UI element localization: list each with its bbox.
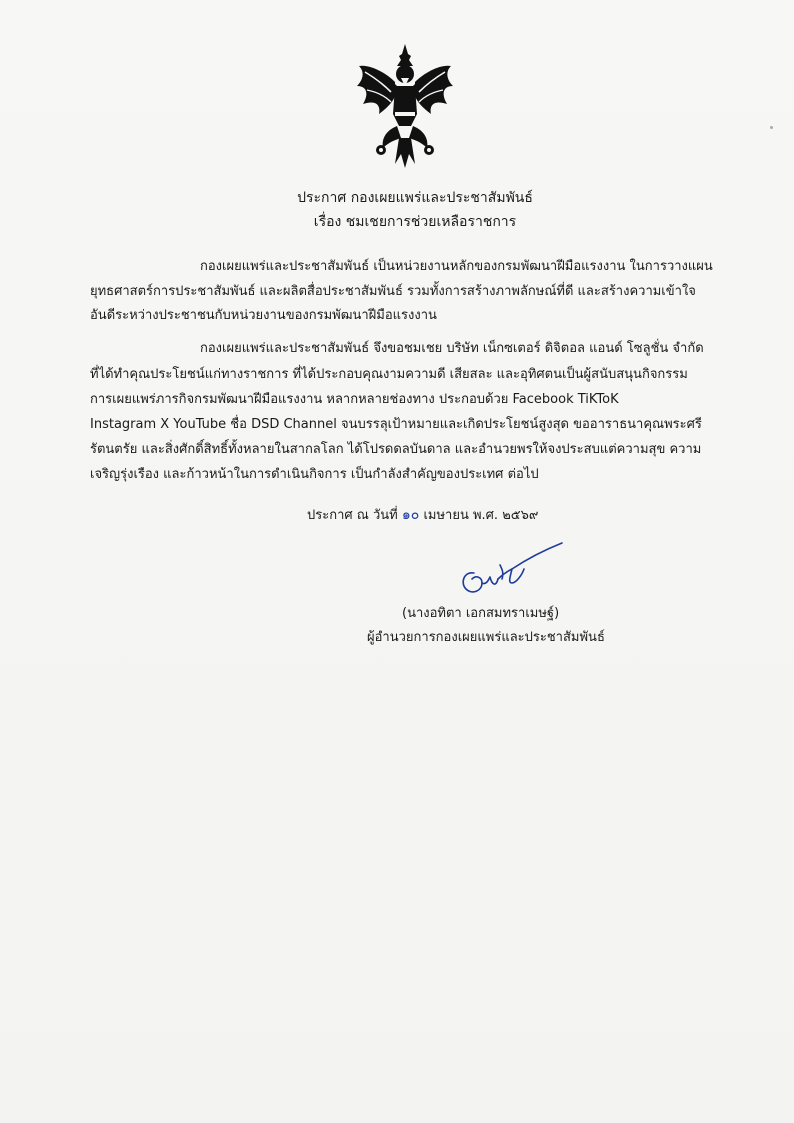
paragraph-2-line-4: Instagram X YouTube ชื่อ DSD Channel จนบรรลุเป้าหมายและเกิดประโยชน์สูงสุด ขออาราธนาคุณพระศรี — [90, 417, 702, 432]
signatory-position: ผู้อำนวยการกองเผยแพร่และประชาสัมพันธ์ — [367, 630, 605, 645]
signatory-name: (นางอทิตา เอกสมทราเมษฐ์) — [402, 606, 560, 621]
date-suffix: เมษายน พ.ศ. ๒๕๖๙ — [423, 508, 539, 523]
garuda-emblem-icon — [355, 42, 455, 170]
date-day: ๑๐ — [401, 507, 420, 523]
paragraph-2-line-6: เจริญรุ่งเรือง และก้าวหน้าในการดำเนินกิจการ เป็นกำลังสำคัญของประเทศ ต่อไป — [90, 467, 539, 482]
announcement-date — [307, 505, 538, 526]
paragraph-2-line-3: การเผยแพร่ภารกิจกรมพัฒนาฝีมือแรงงาน หลากหลายช่องทาง ประกอบด้วย Facebook TiKToK — [90, 392, 619, 407]
paragraph-2-line-1: กองเผยแพร่และประชาสัมพันธ์ จึงขอชมเชย บริษัท เน็กซเตอร์ ดิจิตอล แอนด์ โซลูชั่น จำกัด — [200, 341, 704, 356]
date-prefix: ประกาศ ณ วันที่ — [307, 508, 398, 523]
scan-speck — [770, 126, 773, 129]
paragraph-2-line-5: รัตนตรัย และสิ่งศักดิ์สิทธิ์ทั้งหลายในสากลโลก ได้โปรดดลบันดาล และอำนวยพรให้จงประสบแต่ความสุข ความ — [90, 442, 702, 457]
paragraph-1-line-2: ยุทธศาสตร์การประชาสัมพันธ์ และผลิตสื่อประชาสัมพันธ์ รวมทั้งการสร้างภาพลักษณ์ที่ดี และสร้างความเข้าใจ — [90, 284, 696, 299]
announcement-subject: เรื่อง ชมเชยการช่วยเหลือราชการ — [313, 214, 517, 230]
paragraph-1-line-3: อันดีระหว่างประชาชนกับหน่วยงานของกรมพัฒนาฝีมือแรงงาน — [90, 308, 437, 323]
announcement-title: ประกาศ กองเผยแพร่และประชาสัมพันธ์ — [297, 190, 533, 206]
paragraph-1-line-1: กองเผยแพร่และประชาสัมพันธ์ เป็นหน่วยงานหลักของกรมพัฒนาฝีมือแรงงาน ในการวางแผน — [200, 259, 713, 274]
handwritten-signature-icon — [452, 535, 572, 605]
paragraph-2-line-2: ที่ได้ทำคุณประโยชน์แก่ทางราชการ ที่ได้ประกอบคุณงามความดี เสียสละ และอุทิศตนเป็นผู้สนับสนุนกิจกรรม — [90, 367, 688, 382]
